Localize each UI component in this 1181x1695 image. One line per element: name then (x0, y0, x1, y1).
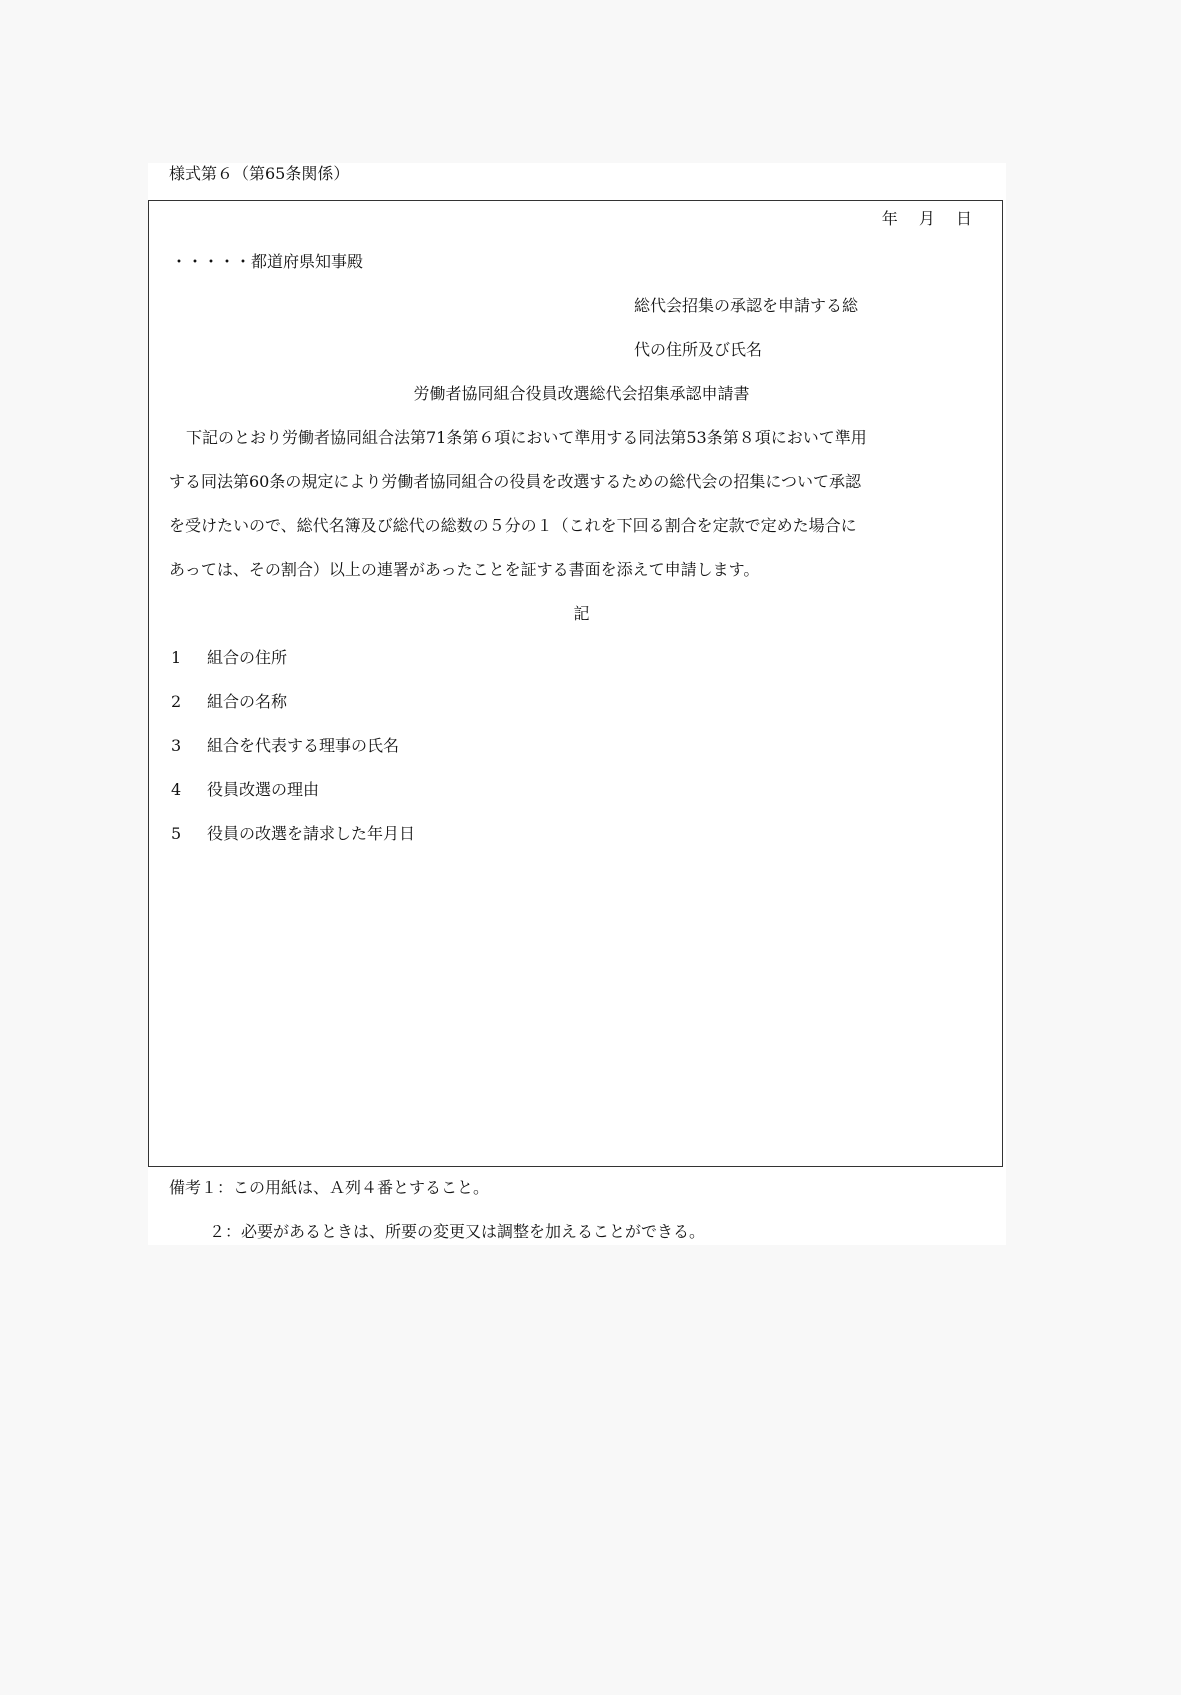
date-line (866, 208, 972, 230)
item-number: 5 (171, 824, 182, 843)
body-text-line: を受けたいので、総代名簿及び総代の総数の５分の１（これを下回る割合を定款で定めた場合に (169, 516, 857, 535)
applicant-line-1: 総代会招集の承認を申請する総 (634, 296, 859, 315)
addressee: ・・・・・都道府県知事殿 (171, 252, 364, 271)
form-number-label: 様式第６（第65条関係） (169, 164, 350, 183)
body-text-line: 下記のとおり労働者協同組合法第71条第６項において準用する同法第53条第８項において準用 (186, 428, 867, 447)
item-number: 2 (171, 692, 182, 711)
item-label: 組合の名称 (207, 692, 288, 711)
document-sheet (148, 163, 1006, 1245)
item-label: 組合を代表する理事の氏名 (207, 736, 400, 755)
item-number: 1 (171, 648, 182, 667)
applicant-line-2: 代の住所及び氏名 (634, 340, 763, 359)
item-number: 3 (171, 736, 182, 755)
ki-heading: 記 (573, 604, 590, 623)
list-item (171, 691, 287, 713)
item-label: 役員改選の理由 (207, 780, 320, 799)
list-item (171, 823, 415, 845)
body-text-line: する同法第60条の規定により労働者協同組合の役員を改選するための総代会の招集について承認 (169, 472, 862, 491)
body-text-line: あっては、その割合）以上の連署があったことを証する書面を添えて申請します。 (169, 560, 760, 579)
item-label: 役員の改選を請求した年月日 (207, 824, 416, 843)
document-title: 労働者協同組合役員改選総代会招集承認申請書 (413, 384, 750, 403)
item-label: 組合の住所 (207, 648, 288, 667)
date-year: 年 (881, 209, 898, 228)
list-item (171, 647, 287, 669)
date-month: 月 (918, 209, 935, 228)
list-item (171, 735, 399, 757)
remark-note-2: ２：必要があるときは、所要の変更又は調整を加えることができる。 (209, 1222, 706, 1241)
application-form-box (148, 200, 1003, 1167)
remark-note-1: 備考１：この用紙は、Ａ列４番とすること。 (169, 1178, 490, 1197)
list-item (171, 779, 319, 801)
date-day: 日 (955, 209, 972, 228)
item-number: 4 (171, 780, 182, 799)
